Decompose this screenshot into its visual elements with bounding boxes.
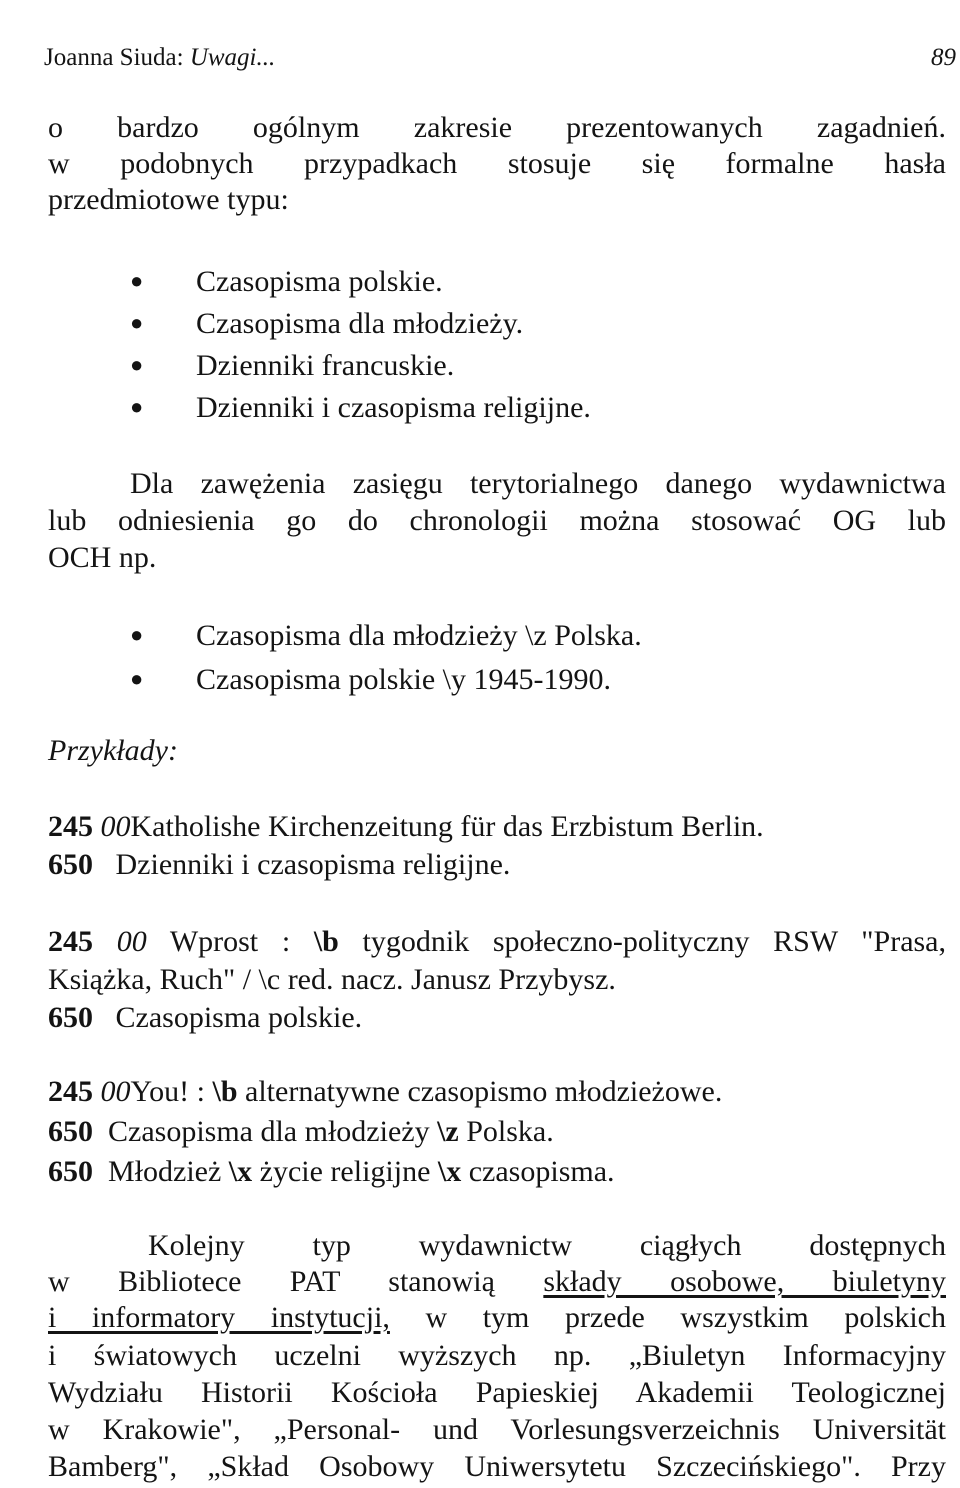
header-author	[44, 44, 275, 72]
marc-value: You! :	[130, 1075, 213, 1108]
list-item	[130, 347, 454, 384]
para2-line-2: lub odniesienia go do chronologii można stosować OG lub	[48, 504, 946, 537]
intro-line-1: o bardzo ogólnym zakresie prezentowanych zagadnień.	[48, 111, 946, 144]
marc-subfield: \x	[437, 1155, 462, 1188]
marc-value: Polska.	[458, 1115, 554, 1148]
marc-field-245	[48, 809, 764, 845]
list-item	[130, 305, 523, 342]
marc-tag: 245	[48, 925, 93, 958]
list-item-text: Czasopisma dla młodzieży \z Polska.	[196, 619, 642, 652]
marc-subfield: \b	[313, 925, 339, 958]
marc-indicators: 00	[100, 1075, 131, 1108]
marc-value: Katholishe Kirchenzeitung für das Erzbistum Berlin.	[130, 810, 764, 843]
marc-value: red. nacz. Janusz Przybysz.	[280, 963, 616, 996]
author-name: Joanna Siuda:	[44, 44, 190, 71]
marc-value: Czasopisma polskie.	[115, 1001, 363, 1034]
marc-subfield: \b	[212, 1075, 238, 1108]
list-item	[130, 617, 642, 654]
para3-text: w tym przede wszystkim polskich	[389, 1301, 946, 1334]
intro-line-3: przedmiotowe typu:	[48, 183, 289, 216]
list-item-text: Czasopisma polskie.	[196, 265, 443, 298]
marc-tag: 650	[48, 1155, 93, 1188]
running-header	[44, 44, 960, 84]
marc-value: Książka, Ruch" /	[48, 963, 259, 996]
para3-line-1: Kolejny typ wydawnictw ciągłych dostępnych	[148, 1229, 946, 1262]
para3-line-7: Bamberg", „Skład Osobowy Uniwersytetu Szczecińskiego". Przy	[48, 1450, 946, 1483]
marc-field-245-cont	[48, 962, 616, 998]
bullet-icon: ●	[130, 666, 144, 691]
marc-tag: 245	[48, 810, 93, 843]
marc-field-650	[48, 1154, 615, 1190]
marc-value: Czasopisma dla młodzieży	[108, 1115, 438, 1148]
bullet-icon: ●	[130, 268, 144, 293]
marc-field-245	[48, 1074, 722, 1110]
marc-tag: 650	[48, 848, 93, 881]
marc-subfield: \c	[258, 963, 281, 996]
marc-field-650	[48, 1000, 362, 1036]
underlined-text: składy osobowe, biuletyny	[543, 1265, 946, 1298]
para3-line-2	[48, 1264, 946, 1300]
marc-tag: 650	[48, 1001, 93, 1034]
marc-value: czasopisma.	[461, 1155, 615, 1188]
list-item	[130, 263, 443, 300]
marc-subfield: \z	[437, 1115, 459, 1148]
marc-field-245	[48, 924, 946, 960]
bullet-icon: ●	[130, 394, 144, 419]
marc-field-650	[48, 1114, 554, 1150]
examples-label: Przykłady:	[48, 734, 178, 767]
marc-indicators: 00	[100, 810, 131, 843]
para3-line-5: Wydziału Historii Kościoła Papieskiej Akademii Teologicznej	[48, 1376, 946, 1409]
para3-line-4: i światowych uczelni wyższych np. „Biuletyn Informacyjny	[48, 1339, 946, 1372]
para3-text: w Bibliotece PAT stanowią	[48, 1265, 544, 1298]
para3-line-6: w Krakowie", „Personal- und Vorlesungsverzeichnis Universität	[48, 1413, 946, 1446]
para2-line-1: Dla zawężenia zasięgu terytorialnego danego wydawnictwa	[130, 467, 946, 500]
list-item	[130, 389, 591, 426]
marc-tag: 245	[48, 1075, 93, 1108]
underlined-text: i informatory instytucji,	[48, 1301, 390, 1334]
list-item-text: Czasopisma polskie \y 1945-1990.	[196, 663, 611, 696]
list-item	[130, 661, 611, 698]
marc-value: Dzienniki i czasopisma religijne.	[115, 848, 511, 881]
marc-value: alternatywne czasopismo młodzieżowe.	[237, 1075, 723, 1108]
bullet-icon: ●	[130, 310, 144, 335]
list-item-text: Czasopisma dla młodzieży.	[196, 307, 524, 340]
article-title: Uwagi...	[189, 44, 276, 71]
bullet-icon: ●	[130, 352, 144, 377]
para2-line-3: OCH np.	[48, 541, 157, 574]
marc-value: życie religijne	[252, 1155, 438, 1188]
marc-value: Młodzież	[108, 1155, 229, 1188]
marc-tag: 650	[48, 1115, 93, 1148]
marc-field-650	[48, 847, 510, 883]
list-item-text: Dzienniki i czasopisma religijne.	[196, 391, 591, 424]
marc-value: tygodnik społeczno-polityczny RSW "Prasa,	[338, 925, 947, 958]
marc-indicators: 00	[116, 925, 147, 958]
marc-subfield: \x	[228, 1155, 253, 1188]
list-item-text: Dzienniki francuskie.	[196, 349, 455, 382]
intro-line-2: w podobnych przypadkach stosuje się formalne hasła	[48, 147, 946, 180]
page-number: 89	[931, 44, 956, 71]
marc-value: Wprost :	[169, 925, 314, 958]
bullet-icon: ●	[130, 622, 144, 647]
para3-line-3	[48, 1300, 946, 1336]
